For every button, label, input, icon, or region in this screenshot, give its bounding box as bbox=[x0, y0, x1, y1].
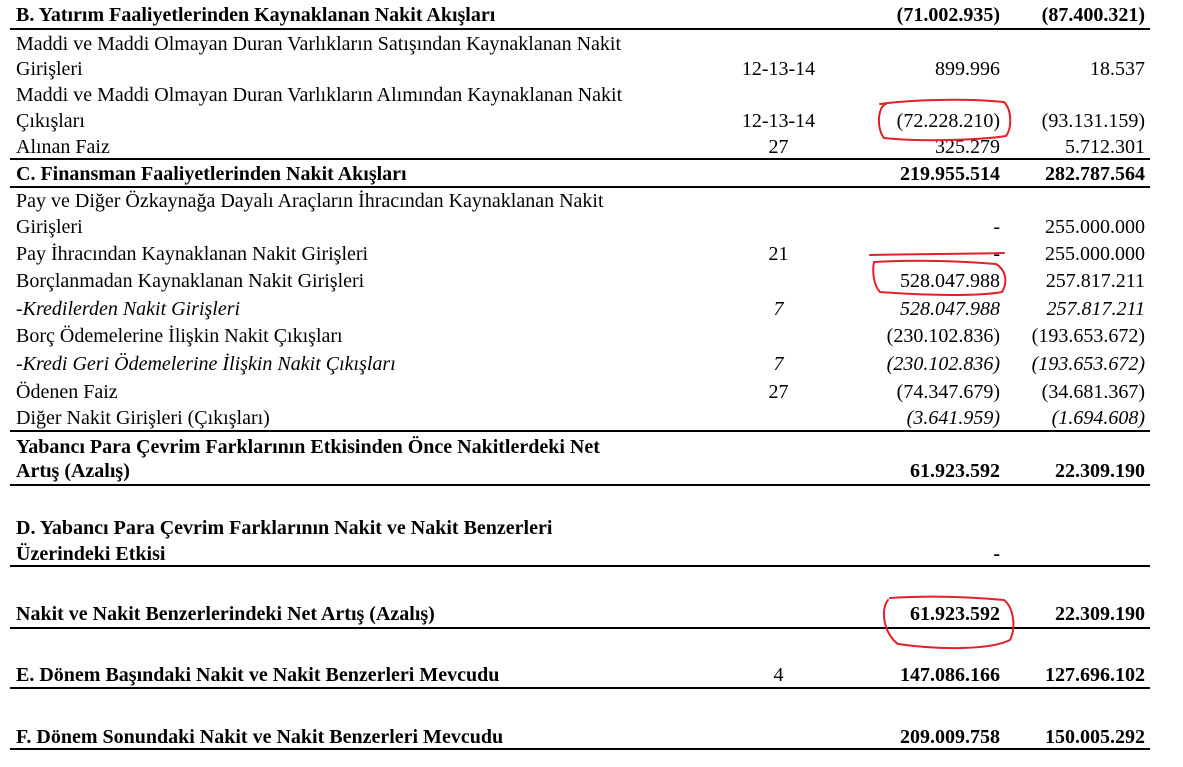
note-ref: 7 bbox=[773, 353, 784, 375]
current-year-value: 528.047.988 bbox=[900, 270, 1000, 292]
note-ref: 21 bbox=[768, 243, 789, 265]
prior-year-value: (93.131.159) bbox=[1041, 110, 1145, 132]
row-desc: Alınan Faiz bbox=[16, 136, 110, 158]
row-other-cash-flows bbox=[10, 405, 1150, 432]
prior-year-value: 127.696.102 bbox=[1045, 664, 1145, 686]
row-desc: E. Dönem Başındaki Nakit ve Nakit Benzerleri Mevcudu bbox=[16, 664, 500, 686]
note-ref: 27 bbox=[768, 381, 789, 403]
row-desc: C. Finansman Faaliyetlerinden Nakit Akışları bbox=[16, 163, 407, 185]
prior-year-value: 255.000.000 bbox=[1045, 243, 1145, 265]
prior-year-value: (1.694.608) bbox=[1051, 407, 1145, 429]
prior-year-value: (87.400.321) bbox=[1041, 4, 1145, 26]
current-year-value: 899.996 bbox=[935, 58, 1000, 80]
current-year-value: 61.923.592 bbox=[910, 603, 1000, 625]
row-desc: Borç Ödemelerine İlişkin Nakit Çıkışları bbox=[16, 325, 343, 347]
note-ref: 7 bbox=[773, 298, 784, 320]
prior-year-value: 22.309.190 bbox=[1055, 460, 1145, 482]
row-desc: Nakit ve Nakit Benzerlerindeki Net Artış (Azalış) bbox=[16, 603, 435, 625]
row-ending-cash bbox=[10, 718, 1150, 750]
current-year-value: 61.923.592 bbox=[910, 460, 1000, 482]
row-desc: -Kredilerden Nakit Girişleri bbox=[16, 298, 241, 320]
row-asset-purchase-outflows bbox=[10, 82, 1150, 134]
row-desc-line2: Girişleri bbox=[16, 58, 83, 80]
current-year-value: (3.641.959) bbox=[906, 407, 1000, 429]
row-desc: B. Yatırım Faaliyetlerinden Kaynaklanan Nakit Akışları bbox=[16, 4, 496, 26]
row-net-increase bbox=[10, 595, 1150, 629]
current-year-value: 219.955.514 bbox=[900, 163, 1000, 185]
row-borrowing-inflows bbox=[10, 268, 1150, 296]
current-year-value: - bbox=[993, 243, 1000, 265]
current-year-value: 147.086.166 bbox=[900, 664, 1000, 686]
current-year-value: (230.102.836) bbox=[886, 353, 1000, 375]
row-desc-line1: Yabancı Para Çevrim Farklarının Etkisinden Önce Nakitlerdeki Net bbox=[16, 436, 600, 458]
prior-year-value: 257.817.211 bbox=[1046, 298, 1145, 320]
row-desc-line1: D. Yabancı Para Çevrim Farklarının Nakit ve Nakit Benzerleri bbox=[16, 517, 553, 539]
row-asset-sale-inflows bbox=[10, 30, 1150, 82]
row-loan-repayment-outflows bbox=[10, 351, 1150, 378]
row-desc-line1: Pay ve Diğer Özkaynağa Dayalı Araçların İhracından Kaynaklanan Nakit bbox=[16, 190, 604, 212]
prior-year-value: (34.681.367) bbox=[1041, 381, 1145, 403]
row-debt-repayment-outflows bbox=[10, 323, 1150, 351]
row-desc-line2: Girişleri bbox=[16, 216, 83, 238]
row-interest-received bbox=[10, 134, 1150, 160]
note-ref: 4 bbox=[773, 664, 784, 686]
note-ref: 12-13-14 bbox=[741, 58, 816, 80]
row-desc-line1: Maddi ve Maddi Olmayan Duran Varlıkların Alımından Kaynaklanan Nakit bbox=[16, 84, 623, 106]
row-desc: Pay İhracından Kaynaklanan Nakit Girişleri bbox=[16, 243, 369, 265]
current-year-value: (71.002.935) bbox=[896, 4, 1000, 26]
current-year-value: 209.009.758 bbox=[900, 726, 1000, 748]
row-desc-line2: Çıkışları bbox=[16, 110, 85, 132]
current-year-value: - bbox=[993, 543, 1000, 565]
row-beginning-cash bbox=[10, 657, 1150, 689]
prior-year-value: 150.005.292 bbox=[1045, 726, 1145, 748]
current-year-value: (72.228.210) bbox=[896, 110, 1000, 132]
row-desc: Ödenen Faiz bbox=[16, 381, 118, 403]
row-desc-line1: Maddi ve Maddi Olmayan Duran Varlıkların Satışından Kaynaklanan Nakit bbox=[16, 33, 622, 55]
prior-year-value: 22.309.190 bbox=[1055, 603, 1145, 625]
row-fx-effect bbox=[10, 513, 1150, 567]
row-investing-header bbox=[10, 0, 1150, 30]
note-ref: 12-13-14 bbox=[741, 110, 816, 132]
row-share-issue-inflows bbox=[10, 240, 1150, 268]
current-year-value: - bbox=[993, 216, 1000, 238]
prior-year-value: (193.653.672) bbox=[1031, 325, 1145, 347]
row-financing-header bbox=[10, 160, 1150, 188]
row-desc: Diğer Nakit Girişleri (Çıkışları) bbox=[16, 407, 270, 429]
current-year-value: 528.047.988 bbox=[900, 298, 1000, 320]
current-year-value: (74.347.679) bbox=[896, 381, 1000, 403]
note-ref: 27 bbox=[768, 136, 789, 158]
row-equity-issue-inflows bbox=[10, 188, 1150, 240]
row-desc-line2: Üzerindeki Etkisi bbox=[16, 543, 166, 565]
prior-year-value: 257.817.211 bbox=[1045, 270, 1145, 292]
row-desc: Borçlanmadan Kaynaklanan Nakit Girişleri bbox=[16, 270, 365, 292]
prior-year-value: 5.712.301 bbox=[1065, 136, 1145, 158]
row-desc: F. Dönem Sonundaki Nakit ve Nakit Benzerleri Mevcudu bbox=[16, 726, 504, 748]
row-desc: -Kredi Geri Ödemelerine İlişkin Nakit Çıkışları bbox=[16, 353, 396, 375]
row-desc-line2: Artış (Azalış) bbox=[16, 460, 130, 482]
prior-year-value: (193.653.672) bbox=[1031, 353, 1145, 375]
prior-year-value: 282.787.564 bbox=[1045, 163, 1145, 185]
prior-year-value: 255.000.000 bbox=[1045, 216, 1145, 238]
row-loan-inflows bbox=[10, 296, 1150, 323]
row-net-increase-before-fx bbox=[10, 432, 1150, 486]
current-year-value: (230.102.836) bbox=[886, 325, 1000, 347]
current-year-value: 325.279 bbox=[935, 136, 1000, 158]
prior-year-value: 18.537 bbox=[1090, 58, 1145, 80]
row-interest-paid bbox=[10, 378, 1150, 405]
